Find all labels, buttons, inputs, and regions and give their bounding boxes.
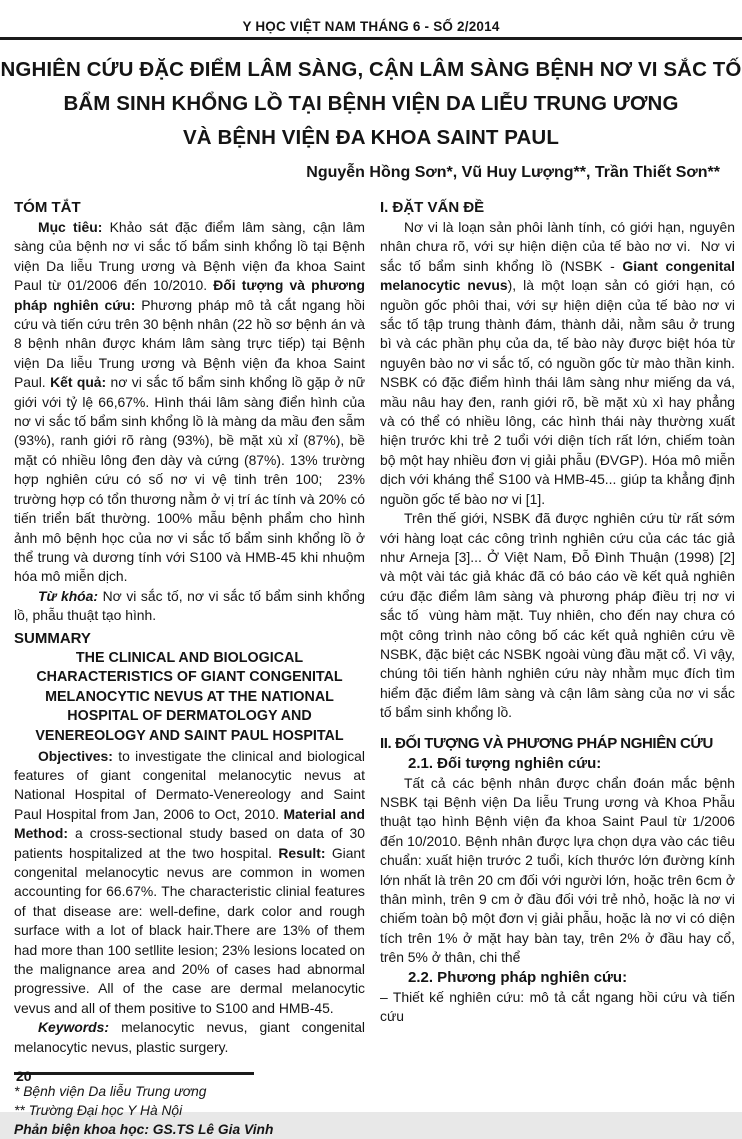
intro-paragraph-2: Trên thế giới, NSBK đã được nghiên cứu từ rất sớm với hàng loạt các công trình nghiên cứu của các tác giả như Arneja [3]... Ở Việt Nam, Đỗ Đình Thuận (1998) [2] và một vài tác giả khác đã có báo cáo về kết quả nghiên cứu đặc điểm lâm sàng và phương pháp điều trị nơ vi sắc tố vùng hàm mặt. Tuy nhiên, cho đến nay chưa có một công trình nào công bố các kết quả nghiên cứu về NSBK, đặc biệt các NSBK ngoài vùng đầu mặt cổ. Vì vậy, chúng tôi tiến hành nghiên cứu này nhằm mục đích tìm hiểm đặc điểm lâm sàng và cận lâm sàng của nơ vi sắc tố bẩm sinh khổng lồ. — [380, 510, 739, 721]
section-1-heading: I. ĐẶT VẤN ĐỀ — [380, 199, 485, 216]
left-column — [14, 197, 369, 1139]
section-2-2-heading: 2.2. Phương pháp nghiên cứu: — [408, 968, 628, 986]
authors-line: Nguyễn Hồng Sơn*, Vũ Huy Lượng**, Trần Thiết Sơn** — [306, 164, 720, 181]
tom-tat-heading: TÓM TẮT — [14, 199, 81, 216]
footnote-separator — [14, 1072, 254, 1075]
footnote-affiliation-2: ** Trường Đại học Y Hà Nội — [14, 1103, 183, 1118]
footnote-affiliation-1: * Bệnh viện Da liễu Trung ương — [14, 1084, 207, 1099]
abstract-keywords: Từ khóa: Nơ vi sắc tố, nơ vi sắc tố bẩm sinh khổng lồ, phẫu thuật tạo hình. — [14, 587, 369, 624]
article-title-line-2: BẨM SINH KHỔNG LỒ TẠI BỆNH VIỆN DA LIỄU TRUNG ƯƠNG — [63, 92, 679, 115]
right-column — [380, 197, 739, 1139]
page-number: 20 — [16, 1068, 32, 1084]
summary-heading: SUMMARY — [14, 629, 91, 647]
section-2-1-heading: 2.1. Đối tượng nghiên cứu: — [408, 754, 602, 772]
summary-paragraph: Objectives: to investigate the clinical and biological features of giant congenital melanocytic nevus at National Hospital of Dermato-Venereology and Saint Paul Hospital from Jan, 2006 to Oct, 2010. Material and Method: a cross-sectional study based on data of 30 patients hospitalized at the two hospital. Result: Giant congenital melanocytic nevus are common in women accounting for 66.67%. The characteristic clinial features of that disease are: well-define, dark color and rough surface with a lot of black hair.There are 13% of them had more than 100 setllite lesion; 23% lesions located on the malignance area and 20% of cases had abnormal progressive. All of the case are dermal melanocytic vevus and all of them positive to S100 and HMB-45. — [14, 747, 369, 1016]
summary-subtitle: THE CLINICAL AND BIOLOGICAL CHARACTERISTICS OF GIANT CONGENITAL MELANOCYTIC NEVUS AT THE NATIONAL HOSPITAL OF DERMATOLOGY AND VENEREOLOGY AND SAINT PAUL HOSPITAL — [35, 649, 344, 744]
two-column-body — [0, 197, 742, 1139]
abstract-paragraph: Mục tiêu: Khảo sát đặc điểm lâm sàng, cận lâm sàng của bệnh nơ vi sắc tố bẩm sinh khổng lồ tại Bệnh viện Da liễu Trung ương và Bệnh viện đa khoa Saint Paul từ 01/2006 đến 10/2010. Đối tượng và phương pháp nghiên cứu: Phương pháp mô tả cắt ngang hồi cứu và tiến cứu trên 30 bệnh nhân (22 hồ sơ bệnh án và 8 bệnh nhân được khám lâm sàng trực tiếp) tại Bệnh viện Da liễu Trung ương và Bệnh viện đa khoa Saint Paul. Kết quả: nơ vi sắc tố bẩm sinh khổng lồ gặp ở nữ giới với tỷ lệ 66,67%. Hình thái lâm sàng điển hình của nơ vi sắc tố bẩm sinh khổng lồ là màng da mầu đen sẫm (93%), ranh giới rõ ràng (93%), bề mặt xù xỉ (87%), bề mặt có nhiều lông đen dày và cứng (87%). 13% trường hợp nghiên cứu có số nơ vi vệ tinh trên 100; 23% trường hợp có tổn thương nằm ở vị trí ác tính và 20% có tiến triển bất thường. 100% mẫu bệnh phẩm cho hình ảnh mô bệnh học của nơ vi sắc tố bẩm sinh khổng lồ ở thể trung và dương tính với S100 và HMB-45 khi nhuộm hóa mô miễn dịch. — [14, 219, 369, 585]
running-head: Y HỌC VIỆT NAM THÁNG 6 - SỐ 2/2014 — [242, 19, 500, 34]
article-title — [0, 53, 742, 155]
footnote-reviewer: Phản biện khoa học: GS.TS Lê Gia Vinh — [14, 1122, 274, 1137]
intro-paragraph-1: Nơ vi là loạn sản phôi lành tính, có giới hạn, nguyên nhân chưa rõ, với sự hiện diện của tế bào nơ vi. Nơ vi sắc tố bẩm sinh khổng lồ (NSBK - Giant congenital melanocytic nevus), là một loạn sản có giới hạn, có nguồn gốc phôi thai, với sự hiện diện của tế bào nơ vi sắc tố tập trung thành đám, thành dải, nằm sâu ở trung bì và các phần phụ của da, tế bào này được biệt hóa từ nguyên bào nơ vi sắc tố, có nguồn gốc từ mào thần kinh. NSBK có đặc điểm hình thái lâm sàng như miếng da vá, mầu nâu hay đen, ranh giới rõ, bề mặt xù xì hay phẳng và có thể có nhiều lông, các hình thái này thường xuất hiện trước khi trẻ 2 tuổi với diện tích rất lớn, chiếm toàn bộ một hay nhiều đơn vị giải phẫu (ĐVGP). Hóa mô miễn dịch với kháng thể S100 và HMB-45... giúp ta khẳng định nguồn gốc tế bào nơ vi [1]. — [380, 219, 739, 507]
header-rule — [0, 37, 742, 40]
article-title-line-1: NGHIÊN CỨU ĐẶC ĐIỂM LÂM SÀNG, CẬN LÂM SÀNG BỆNH NƠ VI SẮC TỐ — [0, 58, 742, 81]
section-2-heading: II. ĐỐI TƯỢNG VÀ PHƯƠNG PHÁP NGHIÊN CỨU — [380, 734, 713, 752]
methods-paragraph-1: Tất cả các bệnh nhân được chẩn đoán mắc bệnh NSBK tại Bệnh viện Da liễu Trung ương và Khoa Phẫu thuật tạo hình Bệnh viện đa khoa Saint Paul từ 1/2006 đến 10/2010. Bệnh nhân được lựa chọn dựa vào các tiêu chuẩn: xuất hiện trước 2 tuổi, kích thước lớn đường kính lớn nhất là trên 20 cm đối với người lớn, hoặc trên 6cm ở thân mình, trên 9 cm ở đầu đối với trẻ nhỏ, hoặc là nơ vi chiếm toàn bộ một đơn vị giải phẫu, hoặc là nơ vi có diện tích trên 1% ở mặt hay bàn tay, trên 2% ở đầu hay cổ, trên 5% ở thân, chi thể — [380, 774, 739, 966]
article-title-line-3: VÀ BỆNH VIỆN ĐA KHOA SAINT PAUL — [183, 126, 559, 149]
summary-keywords: Keywords: melanocytic nevus, giant congenital melanocytic nevus, plastic surgery. — [14, 1019, 369, 1055]
methods-paragraph-2: – Thiết kế nghiên cứu: mô tả cắt ngang hồi cứu và tiến cứu — [380, 988, 739, 1025]
